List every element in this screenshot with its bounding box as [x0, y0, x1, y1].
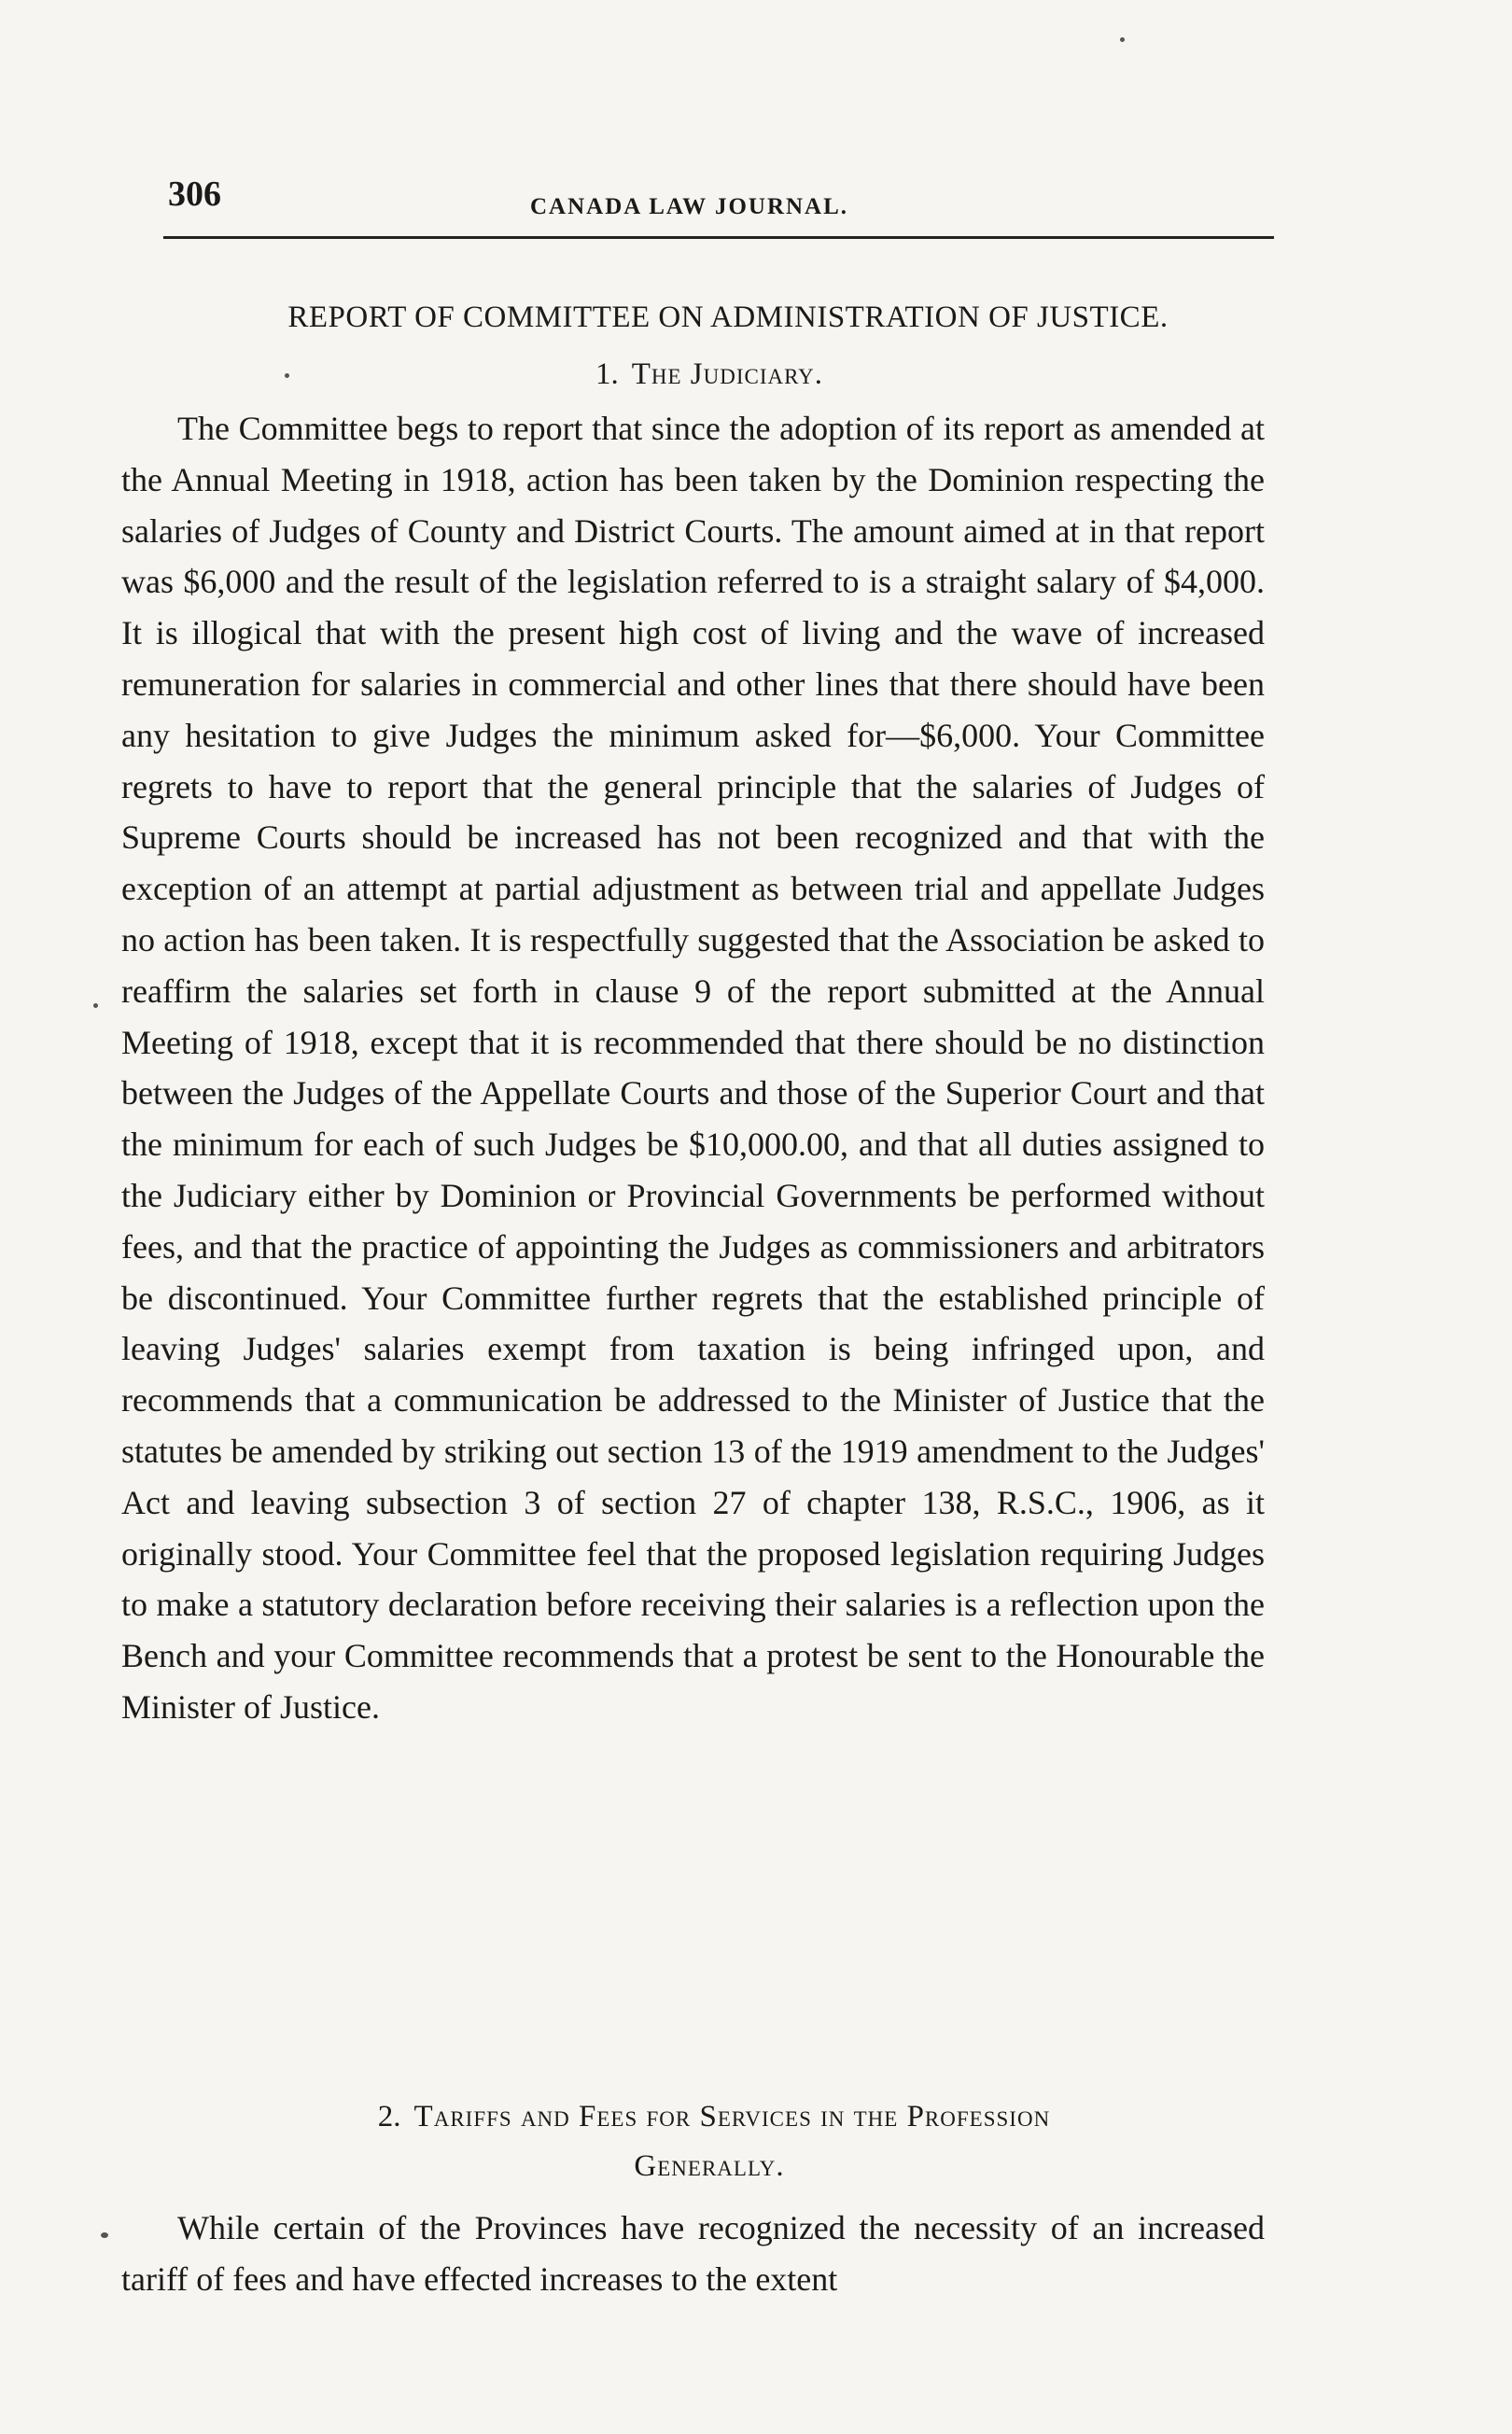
report-title: REPORT OF COMMITTEE ON ADMINISTRATION OF JUSTICE. — [287, 301, 1169, 334]
section-body-judiciary — [121, 403, 1265, 1733]
section-number: 1. — [595, 357, 619, 391]
section-body-tariffs — [121, 2203, 1265, 2305]
section-title: Tariffs and Fees for Services in the Profession — [413, 2100, 1051, 2133]
paragraph: The Committee begs to report that since the adoption of its report as amended at the Annual Meeting in 1918, action has been taken by the Dominion respecting the salaries of Judges of County and District Courts. The amount aimed at in that report was $6,000 and the result of the legislation referred to is a straight salary of $4,000. It is illogical that with the present high cost of living and the wave of increased remuneration for salaries in commercial and other lines that there should have been any hesitation to give Judges the minimum asked for—$6,000. Your Committee regrets to have to report that the general principle that the salaries of Judges of Supreme Courts should be increased has not been recognized and that with the exception of an attempt at partial adjustment as between trial and appellate Judges no action has been taken. It is respectfully suggested that the Association be asked to reaffirm the salaries set forth in clause 9 of the report submitted at the Annual Meeting of 1918, except that it is recommended that there should be no distinction between the Judges of the Appellate Courts and those of the Superior Court and that the minimum for each of such Judges be $10,000.00, and that all duties assigned to the Judiciary either by Dominion or Provincial Governments be performed without fees, and that the practice of appointing the Judges as commissioners and arbitrators be discontinued. Your Committee further regrets that the established principle of leaving Judges' salaries exempt from taxation is being infringed upon, and recommends that a communication be addressed to the Minister of Justice that the statutes be amended by striking out section 13 of the 1919 amendment to the Judges' Act and leaving subsection 3 of section 27 of chapter 138, R.S.C., 1906, as it originally stood. Your Committee feel that the proposed legislation requiring Judges to make a statutory declaration before receiving their salaries is a reflection upon the Bench and your Committee recommends that a protest be sent to the Honourable the Minister of Justice. — [121, 410, 1265, 1726]
paper-speck — [285, 373, 289, 378]
paper-speck — [93, 1003, 98, 1008]
running-head — [168, 174, 1269, 239]
header-rule — [163, 236, 1274, 239]
section-heading-judiciary — [159, 357, 1260, 392]
section-title: The Judiciary. — [631, 357, 824, 391]
journal-title: CANADA LAW JOURNAL. — [530, 194, 849, 219]
section-heading-tariffs-continued — [159, 2149, 1260, 2184]
section-title-line2: Generally. — [634, 2149, 785, 2183]
paragraph: While certain of the Provinces have recognized the necessity of an increased tariff of fees and have effected increases to the extent — [121, 2209, 1265, 2298]
section-number: 2. — [377, 2100, 401, 2133]
paper-speck — [101, 2232, 108, 2238]
page-number: 306 — [168, 175, 221, 214]
section-heading-tariffs — [182, 2100, 1246, 2134]
paper-speck — [1120, 37, 1125, 42]
